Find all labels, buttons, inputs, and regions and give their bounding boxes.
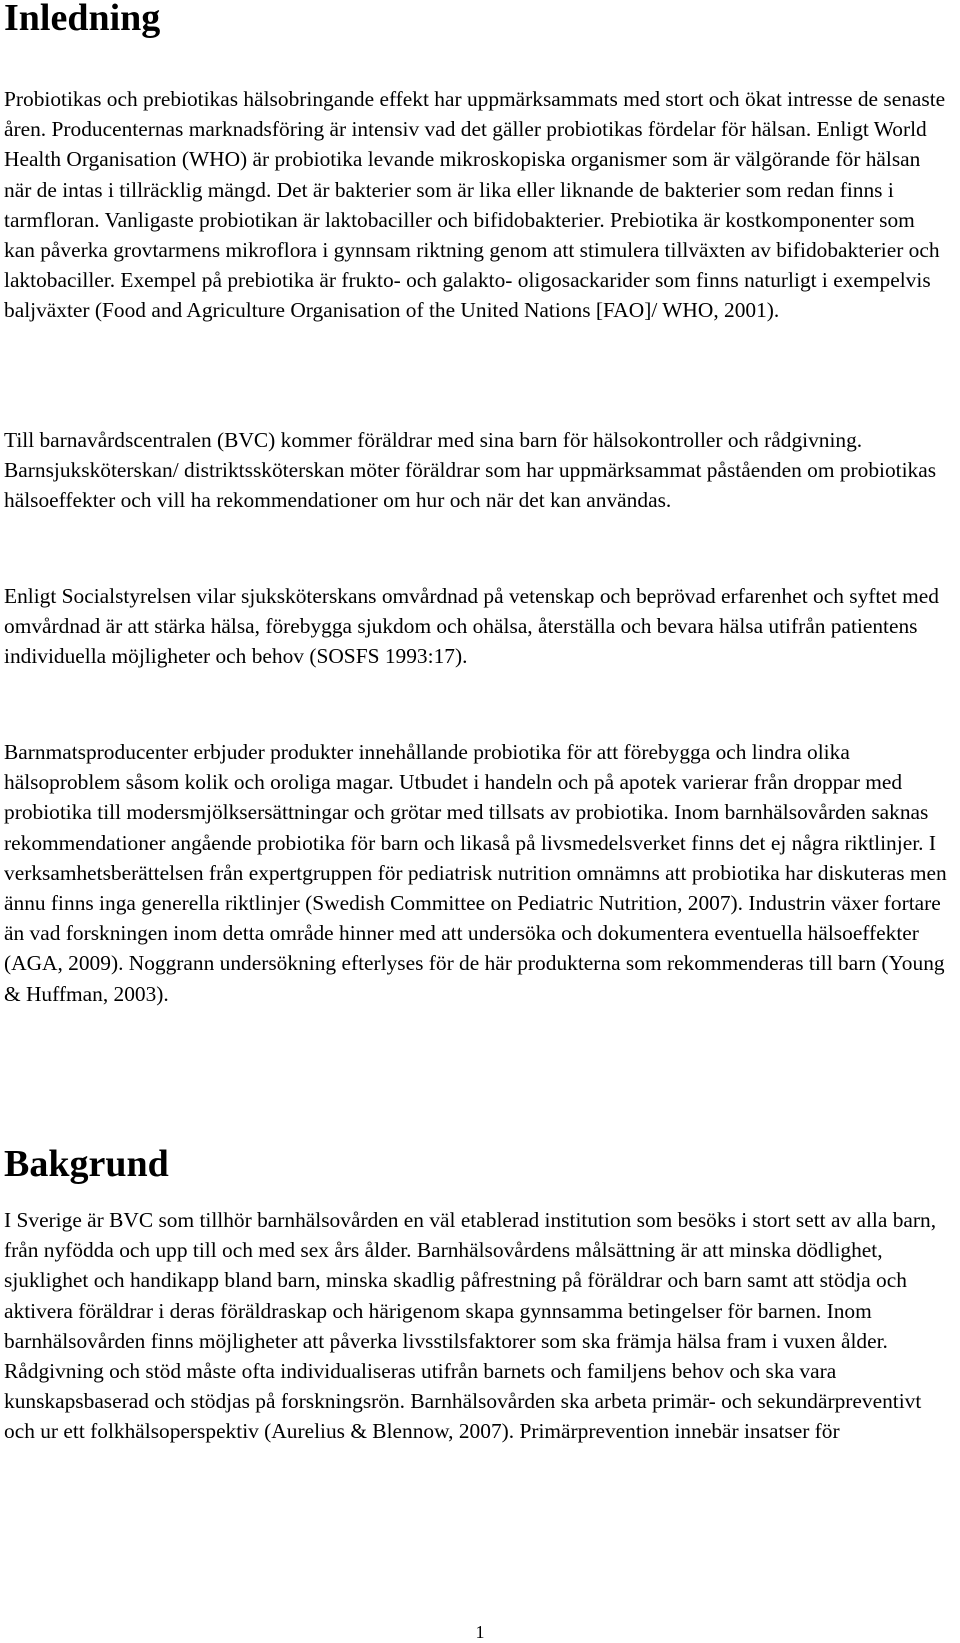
page-number: 1: [475, 1622, 485, 1642]
paragraph-bvc-background: I Sverige är BVC som tillhör barnhälsovården en väl etablerad institution som besöks i stort sett av alla barn, från nyfödda och upp till och med sex års ålder. Barnhälsovårdens målsättning är att minska dödlighet, sjuklighet och handikapp bland barn, minska skadlig påfrestning på föräldrar och barn samt att stödja och aktivera föräldrar i deras föräldraskap och härigenom skapa gynnsamma betingelser för barnen. Inom barnhälsovården finns möjligheter att påverka livsstilsfaktorer som ska främja hälsa fram i vuxen ålder. Rådgivning och stöd måste ofta individualiseras utifrån barnets och familjens behov och ska vara kunskapsbaserad och stödjas på forskningsrön. Barnhälsovården ska arbeta primär- och sekundärpreventivt och ur ett folkhälsoperspektiv (Aurelius & Blennow, 2007). Primärprevention innebär insatser för: [4, 1208, 937, 1444]
paragraph-socialstyrelsen: Enligt Socialstyrelsen vilar sjuksköterskans omvårdnad på vetenskap och beprövad erfarenhet och syftet med omvårdnad är att stärka hälsa, förebygga sjukdom och ohälsa, återställa och bevara hälsa utifrån patientens individuella möjligheter och behov (SOSFS 1993:17).: [4, 584, 939, 669]
paragraph-bvc-counselling: Till barnavårdscentralen (BVC) kommer föräldrar med sina barn för hälsokontroller och rådgivning. Barnsjuksköterskan/ distriktssköterskan möter föräldrar som har uppmärksammat påståenden om probiotikas hälsoeffekter och vill ha rekommendationer om hur och när det kan användas.: [4, 428, 937, 513]
paragraph-probiotics-intro: Probiotikas och prebiotikas hälsobringande effekt har uppmärksammats med stort och ökat intresse de senaste åren. Producenternas marknadsföring är intensiv vad det gäller probiotikas fördelar för hälsan. Enligt World Health Organisation (WHO) är probiotika levande mikroskopiska organismer som är välgörande för hälsan när de intas i tillräcklig mängd. Det är bakterier som är lika eller liknande de bakterier som redan finns i tarmfloran. Vanligaste probiotikan är laktobaciller och bifidobakterier. Prebiotika är kostkomponenter som kan påverka grovtarmens mikroflora i gynnsam riktning genom att stimulera tillväxten av bifidobakterier och laktobaciller. Exempel på prebiotika är frukto- och galakto- oligosackarider som finns naturligt i exempelvis baljväxter (Food and Agriculture Organisation of the United Nations [FAO]/ WHO, 2001).: [4, 87, 946, 323]
section-heading-bakgrund: Bakgrund: [4, 1143, 169, 1185]
paragraph-baby-food-producers: Barnmatsproducenter erbjuder produkter innehållande probiotika för att förebygga och lindra olika hälsoproblem såsom kolik och oroliga magar. Utbudet i handeln och på apotek varierar från droppar med probiotika till modersmjölksersättningar och grötar med tillsats av probiotika. Inom barnhälsovården saknas rekommendationer angående probiotika för barn och likaså på livsmedelsverket finns det ej några riktlinjer. I verksamhetsberättelsen från expertgruppen för pediatrisk nutrition omnämns att probiotika har diskuteras men ännu finns inga generella riktlinjer (Swedish Committee on Pediatric Nutrition, 2007). Industrin växer fortare än vad forskningen inom detta område hinner med att undersöka och dokumentera eventuella hälsoeffekter (AGA, 2009). Noggrann undersökning efterlyses för de här produkterna som rekommenderas till barn (Young & Huffman, 2003).: [4, 740, 947, 1006]
section-heading-inledning: Inledning: [4, 0, 161, 39]
